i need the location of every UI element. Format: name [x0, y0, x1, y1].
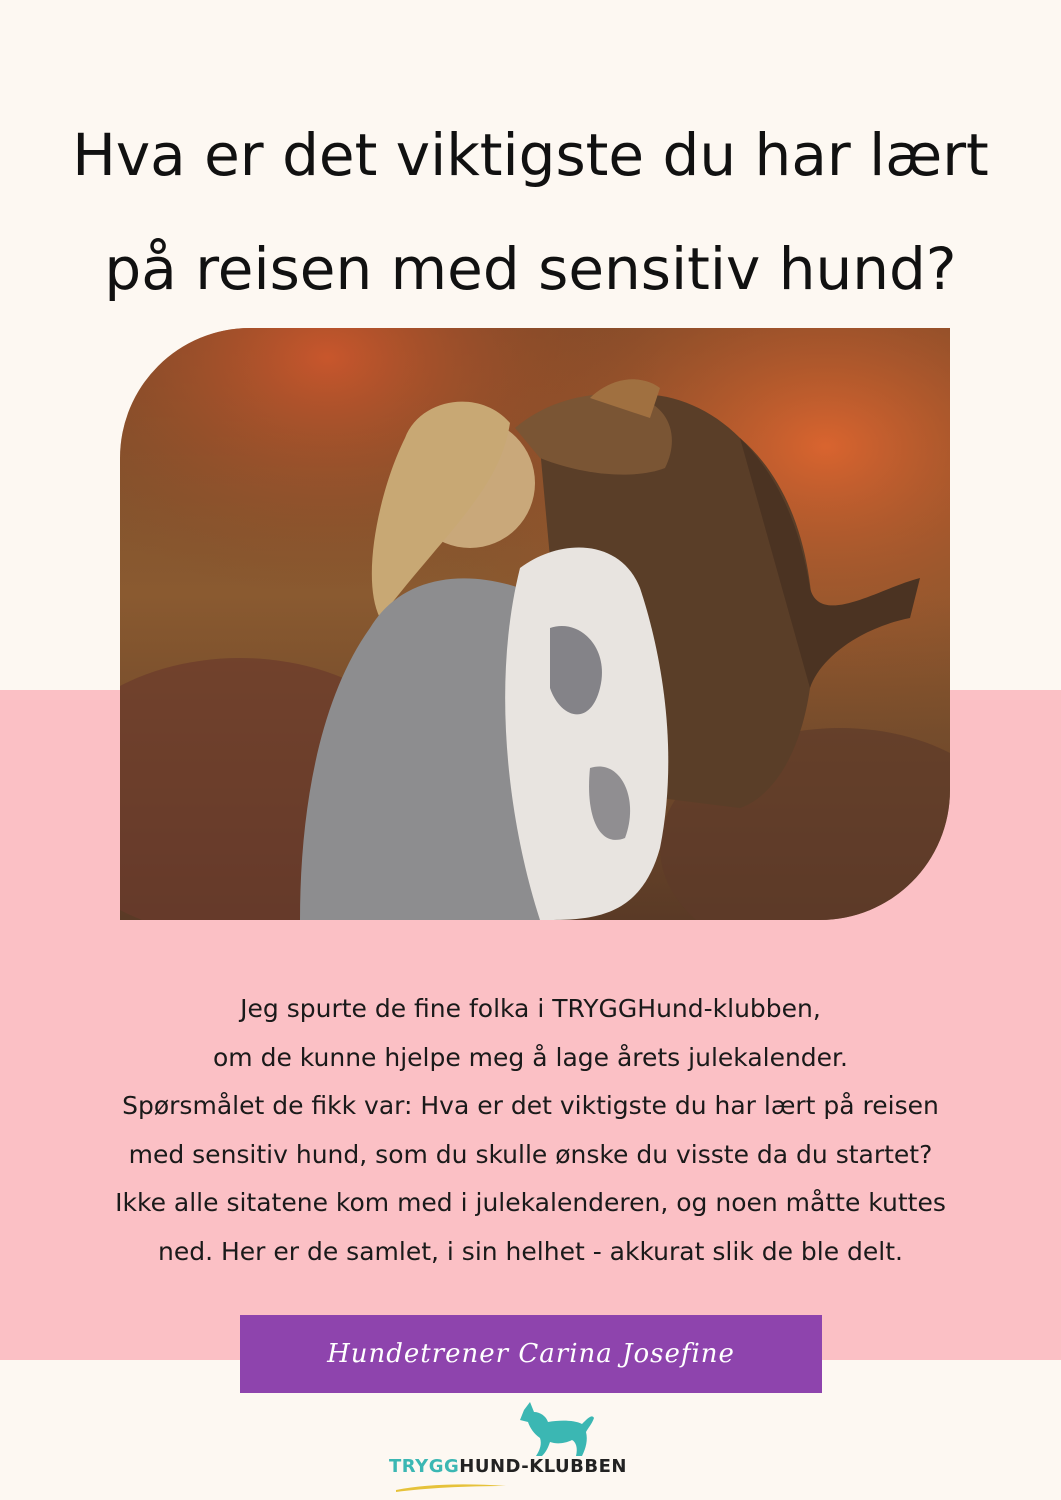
title-line-2: på reisen med sensitiv hund?: [104, 235, 957, 303]
intro-line-2: om de kunne hjelpe meg å lage årets julekalender.: [213, 1042, 848, 1072]
intro-line-3: Spørsmålet de fikk var: Hva er det viktigste du har lært på reisen: [122, 1091, 939, 1120]
logo-swoosh: [396, 1482, 506, 1492]
title-line-1: Hva er det viktigste du har lært: [72, 121, 989, 189]
hero-photo: [120, 328, 950, 920]
intro-text: [40, 985, 1021, 1276]
signature-bar: [240, 1315, 822, 1393]
intro-line-4: med sensitiv hund, som du skulle ønske du visste da du startet?: [128, 1139, 933, 1169]
signature-text: Hundetrener Carina Josefine: [327, 1339, 735, 1369]
logo-part-trygg: TRYGG: [389, 1456, 460, 1477]
intro-line-6: ned. Her er de samlet, i sin helhet - akkurat slik de ble delt.: [157, 1236, 903, 1266]
trygghund-logo: [388, 1400, 628, 1495]
page-title: [0, 98, 1061, 326]
logo-part-hundklubben: HUND-KLUBBEN: [459, 1456, 627, 1477]
intro-line-1: Jeg spurte de fine folka i TRYGGHund-klubben,: [240, 994, 821, 1023]
dog-icon: [516, 1400, 596, 1458]
intro-line-5: Ikke alle sitatene kom med i julekalenderen, og noen måtte kuttes: [115, 1188, 946, 1217]
logo-wordmark: [388, 1456, 628, 1477]
